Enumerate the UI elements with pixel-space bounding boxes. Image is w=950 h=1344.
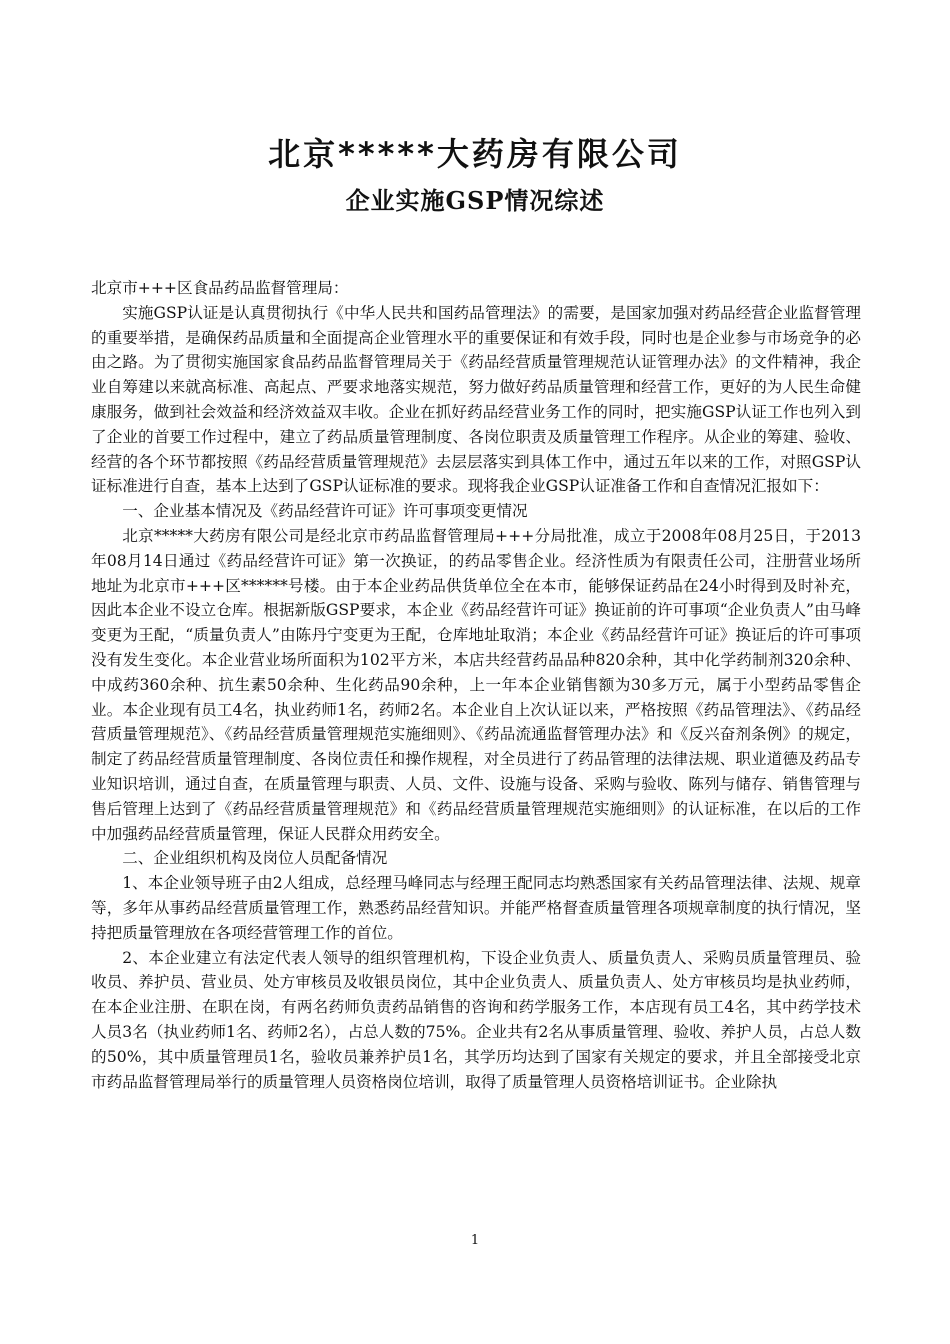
paragraph-intro: 实施GSP认证是认真贯彻执行《中华人民共和国药品管理法》的需要，是国家加强对药品经营企业监督管理的重要举措，是确保药品质量和全面提高企业管理水平的重要保证和有效手段，同时也是企业参与市场竞争的必由之路。为了贯彻实施国家食品药品监督管理局关于《药品经营质量管理规范认证管理办法》的文件精神，我企业自筹建以来就高标准、高起点、严要求地落实规范，努力做好药品质量管理和经营工作，更好的为人民生命健康服务，做到社会效益和经济效益双丰收。企业在抓好药品经营业务工作的同时，把实施GSP认证工作也列入到了企业的首要工作过程中，建立了药品质量管理制度、各岗位职责及质量管理工作程序。从企业的筹建、验收、经营的各个环节都按照《药品经营质量管理规范》去层层落实到具体工作中，通过五年以来的工作，对照GSP认证标准进行自查，基本上达到了GSP认证标准的要求。现将我企业GSP认证准备工作和自查情况汇报如下： <box>91 303 861 496</box>
paragraph-leadership: 1、本企业领导班子由2人组成，总经理马峰同志与经理王配同志均熟悉国家有关药品管理法律、法规、规章等，多年从事药品经营质量管理工作，熟悉药品经营知识。并能严格督查质量管理各项规章制度的执行情况，坚持把质量管理放在各项经营管理工作的首位。 <box>91 874 861 942</box>
section-heading-1: 一、企业基本情况及《药品经营许可证》许可事项变更情况 <box>122 502 528 521</box>
paragraph-basic-info: 北京*****大药房有限公司是经北京市药品监督管理局+++分局批准，成立于2008年08月25日，于2013年08月14日通过《药品经营许可证》第一次换证，的药品零售企业。经济性质为有限责任公司，注册营业场所地址为北京市+++区******号楼。由于本企业药品供货单位全在本市，能够保证药品在24小时得到及时补充，因此本企业不设立仓库。根据新版GSP要求，本企业《药品经营许可证》换证前的许可事项“企业负责人”由马峰变更为王配，“质量负责人”由陈丹宁变更为王配，仓库地址取消；本企业《药品经营许可证》换证后的许可事项没有发生变化。本企业营业场所面积为102平方米，本店共经营药品品种820余种，其中化学药制剂320余种、中成药360余种、抗生素50余种、生化药品90余种，上一年本企业销售额为30多万元，属于小型药品零售企业。本企业现有员工4名，执业药师1名，药师2名。本企业自上次认证以来，严格按照《药品管理法》、《药品经营质量管理规范》、《药品经营质量管理规范实施细则》、《药品流通监督管理办法》和《反兴奋剂条例》的规定，制定了药品经营质量管理制度、各岗位责任和操作规程，对全员进行了药品管理的法律法规、职业道德及药品专业知识培训，通过自查，在质量管理与职责、人员、文件、设施与设备、采购与验收、陈列与储存、销售管理与售后管理上达到了《药品经营质量管理规范》和《药品经营质量管理规范实施细则》的认证标准，在以后的工作中加强药品经营质量管理，保证人民群众用药安全。 <box>91 526 861 843</box>
page-number: 1 <box>470 1233 480 1248</box>
document-subtitle: 企业实施GSP情况综述 <box>345 186 605 215</box>
document-body <box>91 276 861 1094</box>
section-heading-2: 二、企业组织机构及岗位人员配备情况 <box>122 849 388 868</box>
salutation: 北京市+++区食品药品监督管理局： <box>91 279 349 297</box>
paragraph-organization: 2、本企业建立有法定代表人领导的组织管理机构，下设企业负责人、质量负责人、采购员质量管理员、验收员、养护员、营业员、处方审核员及收银员岗位，其中企业负责人、质量负责人、处方审核员均是执业药师，在本企业注册、在职在岗，有两名药师负责药品销售的咨询和药学服务工作，本店现有员工4名，其中药学技术人员3名（执业药师1名、药师2名），占总人数的75%。企业共有2名从事质量管理、验收、养护人员，占总人数的50%，其中质量管理员1名，验收员兼养护员1名，其学历均达到了国家有关规定的要求，并且全部接受北京市药品监督管理局举行的质量管理人员资格岗位培训，取得了质量管理人员资格培训证书。企业除执 <box>91 948 861 1091</box>
document-title: 北京*****大药房有限公司 <box>268 135 682 173</box>
